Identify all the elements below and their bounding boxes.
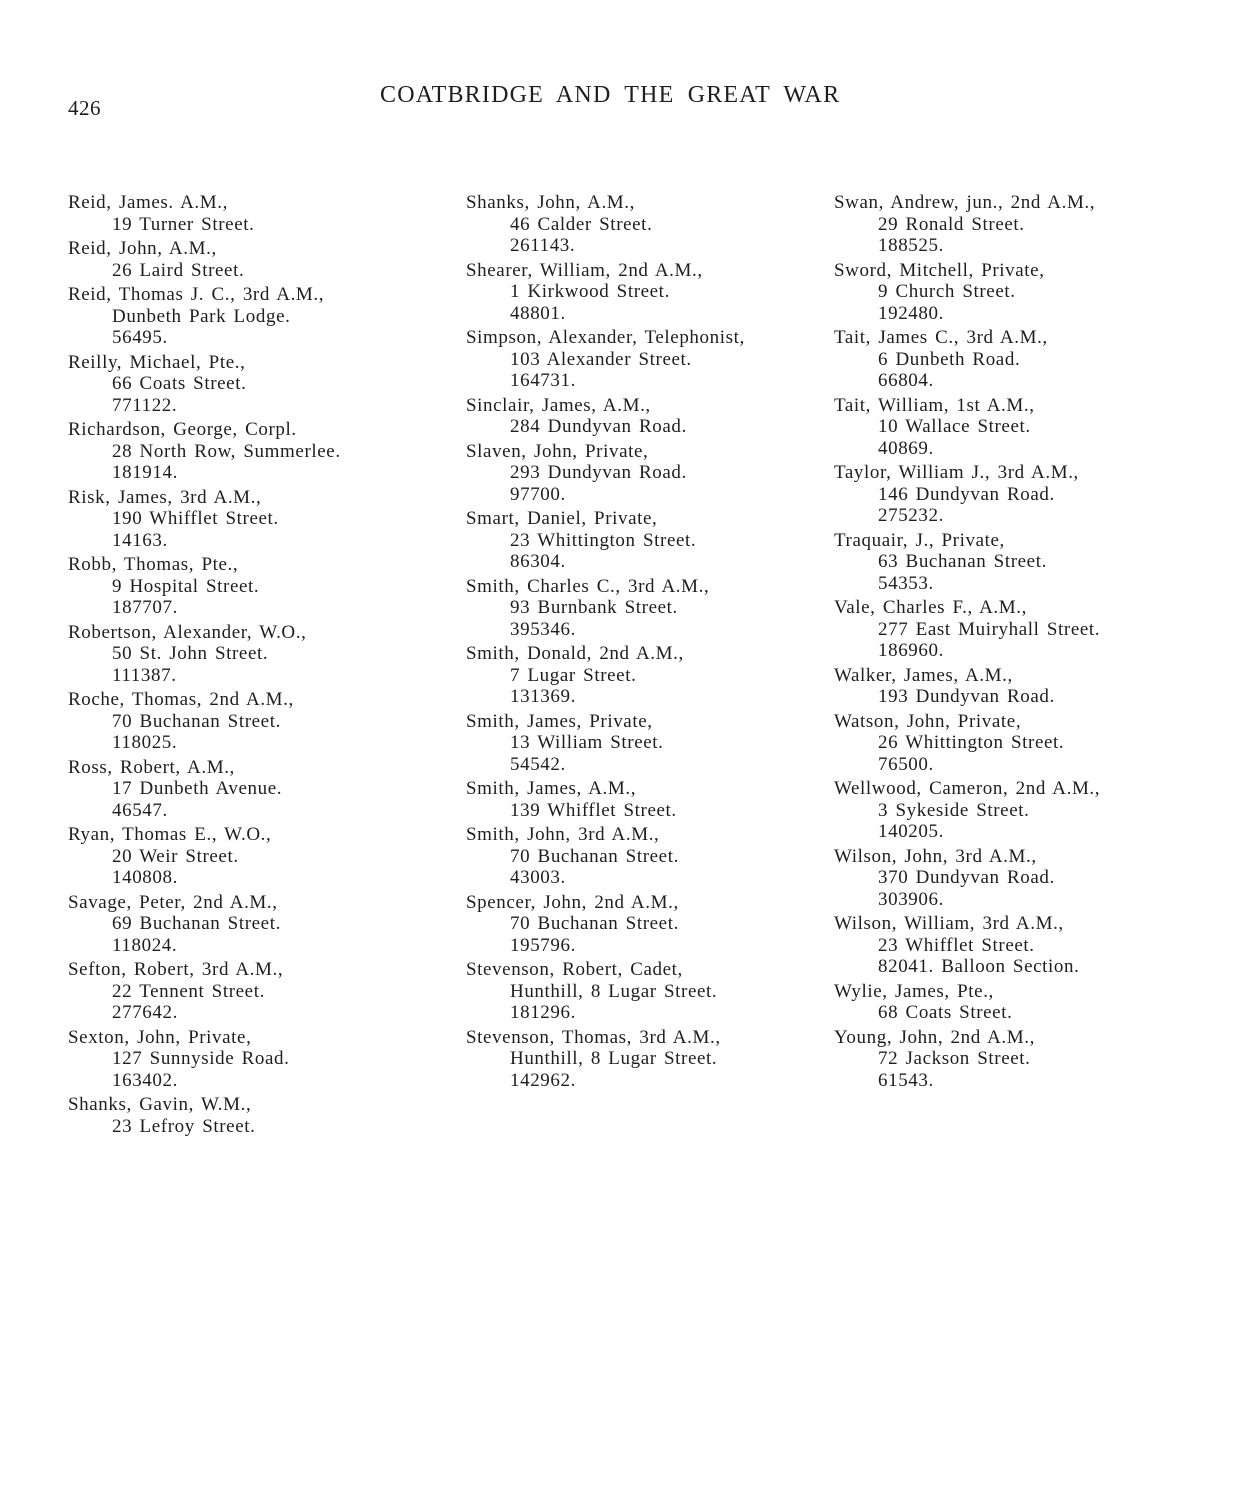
entry-name: Robertson, Alexander, W.O., [68, 621, 307, 643]
roll-entry [834, 846, 1204, 911]
entry-name: Wylie, James, Pte., [834, 980, 994, 1002]
roll-entry [68, 238, 438, 281]
entry-address: 9 Hospital Street. [112, 575, 260, 597]
entry-address: 139 Whifflet Street. [510, 799, 677, 821]
entry-address: 370 Dundyvan Road. [878, 867, 1055, 888]
entry-name: Spencer, John, 2nd A.M., [466, 891, 679, 913]
roll-entry [68, 352, 438, 417]
entry-address: 284 Dundyvan Road. [510, 416, 687, 437]
roll-entry [466, 824, 826, 889]
entry-address: 7 Lugar Street. [510, 664, 637, 686]
entry-name: Wilson, John, 3rd A.M., [834, 845, 1037, 867]
roll-column-1 [68, 192, 438, 1140]
entry-address: 26 Laird Street. [112, 259, 245, 281]
entry-name: Richardson, George, Corpl. [68, 419, 297, 440]
entry-name: Ryan, Thomas E., W.O., [68, 824, 272, 845]
roll-entry [834, 913, 1204, 978]
entry-detail: 192480. [878, 302, 944, 324]
roll-entry [466, 959, 826, 1024]
entry-detail: 275232. [878, 505, 944, 526]
entry-address: 23 Lefroy Street. [112, 1115, 256, 1137]
entry-name: Taylor, William J., 3rd A.M., [834, 462, 1079, 483]
entry-detail: 56495. [112, 327, 168, 348]
entry-detail: 164731. [510, 370, 576, 391]
entry-name: Wilson, William, 3rd A.M., [834, 913, 1064, 934]
entry-address: 69 Buchanan Street. [112, 913, 281, 934]
roll-column-3 [834, 192, 1204, 1094]
entry-detail: 86304. [510, 551, 566, 572]
roll-entry [466, 778, 826, 821]
entry-name: Reilly, Michael, Pte., [68, 351, 246, 373]
entry-name: Sexton, John, Private, [68, 1026, 252, 1048]
roll-entry [68, 622, 438, 687]
roll-entry [466, 892, 826, 957]
roll-entry [834, 462, 1204, 527]
entry-address: 127 Sunnyside Road. [112, 1048, 290, 1069]
entry-name: Smith, James, Private, [466, 710, 653, 732]
roll-entry [834, 530, 1204, 595]
roll-entry [68, 959, 438, 1024]
roll-entry [834, 192, 1204, 257]
entry-address: 22 Tennent Street. [112, 980, 265, 1002]
entry-detail: 82041. Balloon Section. [878, 956, 1080, 977]
entry-address: 293 Dundyvan Road. [510, 462, 687, 483]
entry-address: 103 Alexander Street. [510, 348, 692, 370]
entry-address: 23 Whifflet Street. [878, 934, 1035, 956]
entry-address: 20 Weir Street. [112, 845, 239, 867]
entry-detail: 277642. [112, 1002, 178, 1023]
entry-name: Smith, Donald, 2nd A.M., [466, 643, 684, 664]
entry-detail: 140808. [112, 867, 178, 888]
entry-detail: 771122. [112, 394, 178, 416]
entry-address: 6 Dunbeth Road. [878, 348, 1021, 370]
entry-name: Stevenson, Thomas, 3rd A.M., [466, 1026, 721, 1048]
entry-address: 93 Burnbank Street. [510, 597, 678, 618]
entry-address: 190 Whifflet Street. [112, 508, 279, 529]
roll-entry [68, 192, 438, 235]
roll-entry [834, 1027, 1204, 1092]
entry-name: Smith, John, 3rd A.M., [466, 824, 660, 845]
entry-address: 70 Buchanan Street. [510, 913, 679, 934]
roll-entry [68, 419, 438, 484]
entry-address: 26 Whittington Street. [878, 732, 1065, 753]
entry-name: Shearer, William, 2nd A.M., [466, 259, 703, 281]
entry-detail: 61543. [878, 1069, 934, 1091]
entry-name: Smart, Daniel, Private, [466, 508, 658, 529]
entry-address: Hunthill, 8 Lugar Street. [510, 1048, 718, 1069]
entry-name: Vale, Charles F., A.M., [834, 597, 1027, 618]
roll-entry [466, 327, 826, 392]
entry-name: Simpson, Alexander, Telephonist, [466, 327, 745, 348]
entry-address: 70 Buchanan Street. [510, 845, 679, 867]
entry-detail: 46547. [112, 799, 168, 821]
entry-address: 63 Buchanan Street. [878, 551, 1047, 572]
roll-entry [68, 892, 438, 957]
entry-address: 13 William Street. [510, 732, 664, 753]
entry-name: Sefton, Robert, 3rd A.M., [68, 959, 284, 980]
entry-name: Watson, John, Private, [834, 710, 1022, 732]
entry-name: Risk, James, 3rd A.M., [68, 486, 262, 508]
entry-address: 29 Ronald Street. [878, 213, 1025, 235]
roll-entry [68, 757, 438, 822]
entry-detail: 97700. [510, 483, 566, 505]
entry-detail: 76500. [878, 753, 934, 775]
entry-address: 17 Dunbeth Avenue. [112, 778, 283, 799]
roll-entry [834, 778, 1204, 843]
roll-entry [466, 576, 826, 641]
entry-detail: 163402. [112, 1069, 178, 1091]
entry-address: 66 Coats Street. [112, 373, 247, 394]
entry-address: 70 Buchanan Street. [112, 710, 281, 732]
entry-detail: 43003. [510, 867, 566, 888]
roll-entry [68, 284, 438, 349]
entry-name: Young, John, 2nd A.M., [834, 1026, 1035, 1048]
entry-name: Stevenson, Robert, Cadet, [466, 959, 683, 980]
entry-name: Shanks, Gavin, W.M., [68, 1094, 252, 1115]
entry-address: 277 East Muiryhall Street. [878, 618, 1101, 640]
roll-entry [466, 192, 826, 257]
entry-address: 50 St. John Street. [112, 643, 269, 664]
entry-detail: 40869. [878, 437, 934, 459]
entry-name: Sinclair, James, A.M., [466, 394, 651, 416]
roll-column-2 [466, 192, 826, 1094]
roll-entry [834, 260, 1204, 325]
entry-address: 72 Jackson Street. [878, 1048, 1031, 1069]
entry-name: Roche, Thomas, 2nd A.M., [68, 689, 294, 710]
roll-entry [68, 487, 438, 552]
entry-name: Slaven, John, Private, [466, 440, 649, 462]
entry-detail: 395346. [510, 618, 576, 640]
entry-detail: 195796. [510, 934, 576, 956]
roll-entry [834, 981, 1204, 1024]
entry-address: 3 Sykeside Street. [878, 799, 1030, 821]
entry-name: Sword, Mitchell, Private, [834, 259, 1045, 281]
entry-name: Ross, Robert, A.M., [68, 756, 235, 778]
entry-name: Robb, Thomas, Pte., [68, 554, 239, 575]
roll-entry [834, 597, 1204, 662]
roll-entry [834, 711, 1204, 776]
roll-entry [466, 395, 826, 438]
entry-name: Walker, James, A.M., [834, 664, 1013, 686]
roll-entry [466, 711, 826, 776]
roll-entry [834, 665, 1204, 708]
entry-name: Reid, Thomas J. C., 3rd A.M., [68, 284, 325, 305]
entry-detail: 181296. [510, 1002, 576, 1023]
entry-name: Traquair, J., Private, [834, 529, 1005, 551]
entry-detail: 54353. [878, 572, 934, 594]
entry-detail: 118024. [112, 934, 178, 956]
entry-name: Wellwood, Cameron, 2nd A.M., [834, 778, 1101, 799]
roll-entry [68, 689, 438, 754]
entry-address: 68 Coats Street. [878, 1002, 1013, 1023]
roll-entry [834, 395, 1204, 460]
entry-detail: 187707. [112, 597, 178, 618]
entry-name: Savage, Peter, 2nd A.M., [68, 891, 278, 913]
entry-address: Hunthill, 8 Lugar Street. [510, 980, 718, 1002]
entry-name: Tait, William, 1st A.M., [834, 394, 1035, 416]
entry-detail: 142962. [510, 1069, 576, 1091]
entry-detail: 186960. [878, 640, 944, 661]
entry-detail: 140205. [878, 821, 944, 842]
roll-entry [68, 1094, 438, 1137]
entry-name: Smith, Charles C., 3rd A.M., [466, 575, 710, 597]
roll-entry [466, 260, 826, 325]
roll-entry [68, 1027, 438, 1092]
entry-detail: 111387. [112, 664, 177, 686]
entry-name: Reid, James. A.M., [68, 192, 228, 213]
page-number: 426 [68, 96, 101, 120]
entry-name: Shanks, John, A.M., [466, 192, 636, 213]
entry-detail: 118025. [112, 732, 178, 753]
roll-entry [466, 508, 826, 573]
entry-address: 10 Wallace Street. [878, 416, 1031, 437]
entry-address: Dunbeth Park Lodge. [112, 305, 291, 327]
roll-entry [68, 824, 438, 889]
entry-address: 19 Turner Street. [112, 213, 255, 235]
entry-address: 193 Dundyvan Road. [878, 686, 1055, 707]
entry-address: 1 Kirkwood Street. [510, 281, 670, 302]
running-title: COATBRIDGE AND THE GREAT WAR [380, 82, 841, 108]
entry-detail: 303906. [878, 888, 944, 910]
entry-detail: 48801. [510, 302, 566, 324]
entry-detail: 261143. [510, 235, 576, 256]
roll-entry [68, 554, 438, 619]
entry-name: Swan, Andrew, jun., 2nd A.M., [834, 192, 1096, 213]
entry-detail: 14163. [112, 529, 168, 551]
entry-detail: 181914. [112, 462, 178, 483]
entry-address: 146 Dundyvan Road. [878, 483, 1055, 505]
entry-address: 9 Church Street. [878, 281, 1016, 302]
entry-address: 46 Calder Street. [510, 213, 653, 235]
entry-name: Tait, James C., 3rd A.M., [834, 327, 1048, 348]
entry-detail: 188525. [878, 235, 944, 256]
entry-address: 23 Whittington Street. [510, 529, 697, 551]
roll-entry [466, 1027, 826, 1092]
entry-name: Reid, John, A.M., [68, 238, 217, 259]
entry-detail: 66804. [878, 370, 934, 391]
entry-address: 28 North Row, Summerlee. [112, 440, 341, 462]
roll-entry [466, 643, 826, 708]
entry-detail: 54542. [510, 753, 566, 775]
entry-name: Smith, James, A.M., [466, 778, 637, 799]
roll-entry [834, 327, 1204, 392]
entry-detail: 131369. [510, 686, 576, 707]
roll-entry [466, 441, 826, 506]
